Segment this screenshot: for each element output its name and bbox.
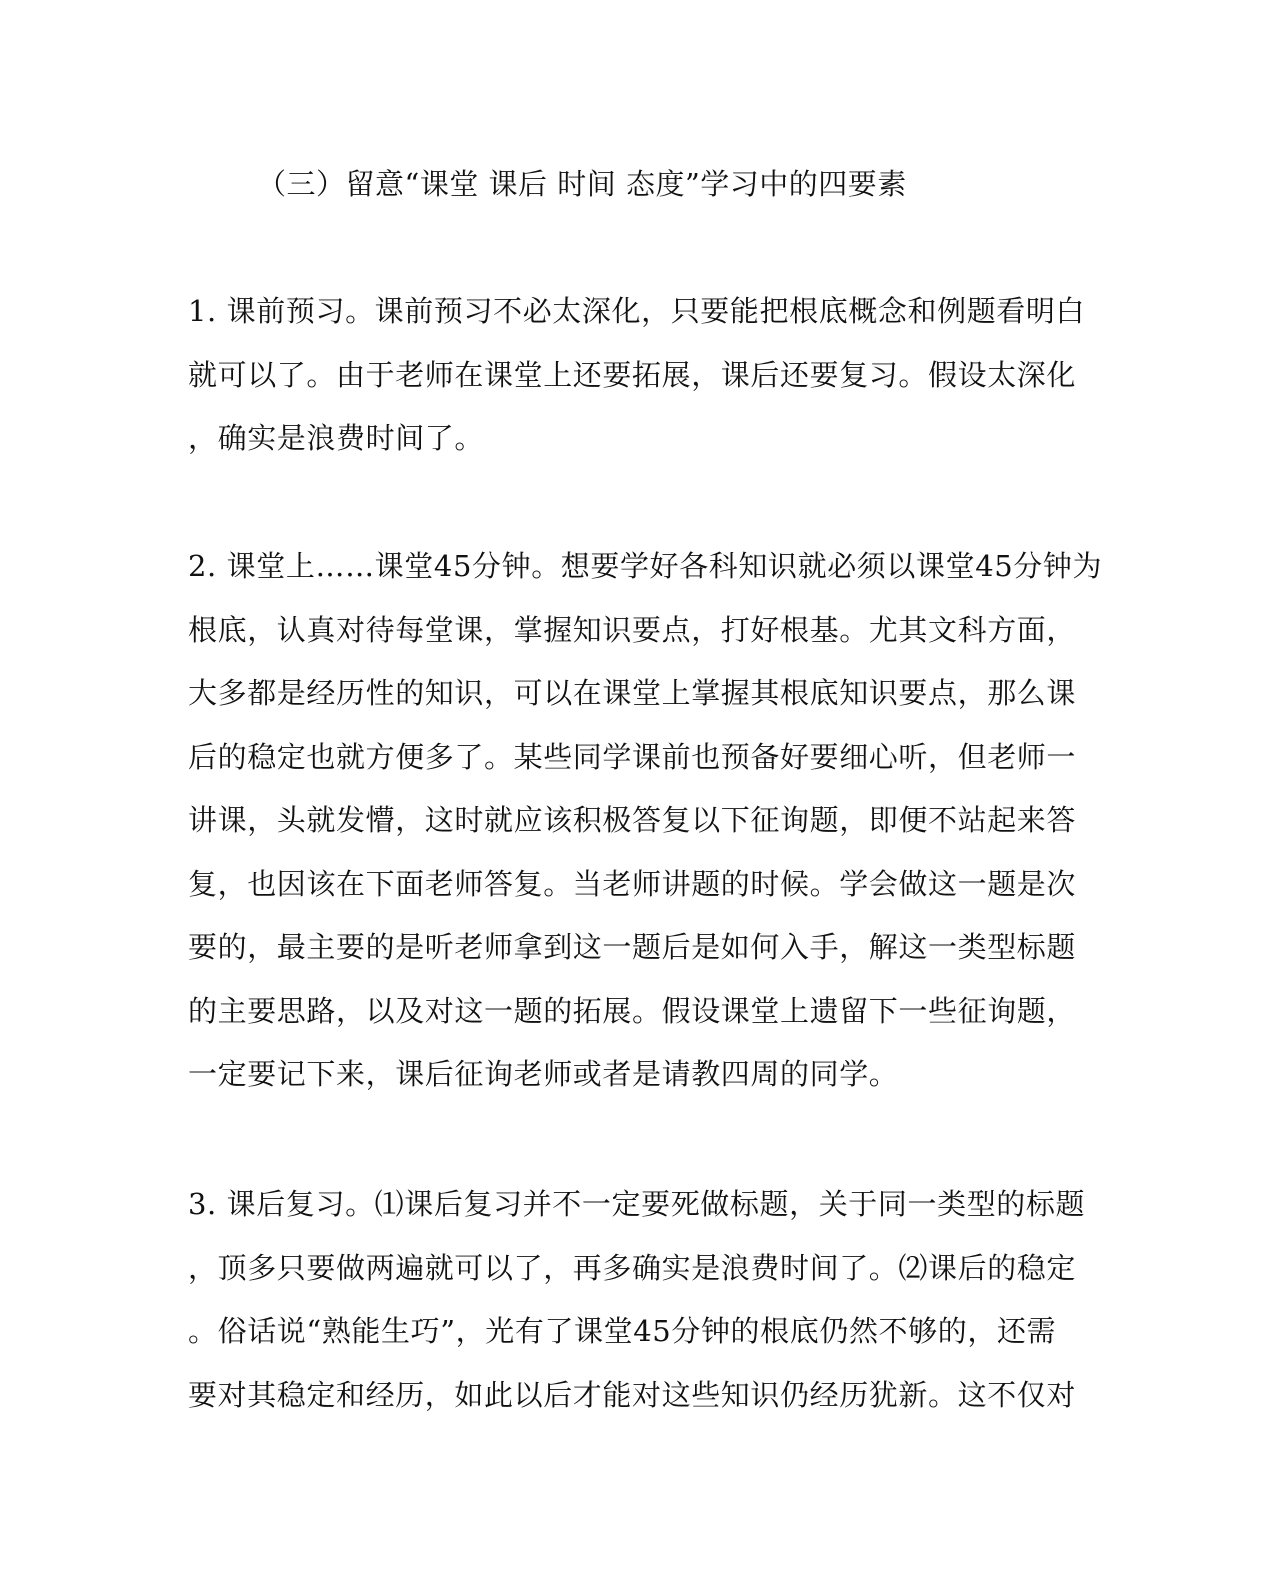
paragraph-line: 。俗话说“熟能生巧”，光有了课堂45分钟的根底仍然不够的，还需 — [188, 1314, 1057, 1348]
paragraph-line: 1. 课前预习。课前预习不必太深化，只要能把根底概念和例题看明白 — [188, 294, 1086, 328]
paragraph-line: 的主要思路，以及对这一题的拓展。假设课堂上遗留下一些征询题， — [188, 993, 1077, 1028]
paragraph-line: 讲课，头就发懵，这时就应该积极答复以下征询题，即便不站起来答 — [188, 803, 1077, 837]
paragraph-preview — [188, 280, 1086, 471]
paragraph-line: 要的，最主要的是听老师拿到这一题后是如何入手，解这一类型标题 — [188, 930, 1077, 964]
paragraph-line: 复，也因该在下面老师答复。当老师讲题的时候。学会做这一题是次 — [188, 866, 1077, 901]
paragraph-line: 3. 课后复习。⑴课后复习并不一定要死做标题，关于同一类型的标题 — [188, 1187, 1086, 1221]
paragraph-line: 一定要记下来，课后征询老师或者是请教四周的同学。 — [188, 1057, 899, 1091]
paragraph-line: 就可以了。由于老师在课堂上还要拓展，课后还要复习。假设太深化 — [188, 357, 1077, 392]
paragraph-line: 后的稳定也就方便多了。某些同学课前也预备好要细心听，但老师一 — [188, 739, 1077, 774]
paragraph-in-class — [188, 535, 1103, 1107]
paragraph-line: 要对其稳定和经历，如此以后才能对这些知识仍经历犹新。这不仅对 — [188, 1377, 1077, 1412]
paragraph-line: ，确实是浪费时间了。 — [188, 421, 485, 455]
paragraph-line: 大多都是经历性的知识，可以在课堂上掌握其根底知识要点，那么课 — [188, 676, 1077, 710]
paragraph-review — [188, 1173, 1086, 1427]
paragraph-line: ，顶多只要做两遍就可以了，再多确实是浪费时间了。⑵课后的稳定 — [188, 1250, 1077, 1285]
paragraph-line: 2. 课堂上……课堂45分钟。想要学好各科知识就必须以课堂45分钟为 — [188, 549, 1103, 583]
paragraph-line: 根底，认真对待每堂课，掌握知识要点，打好根基。尤其文科方面， — [188, 612, 1077, 647]
section-heading: （三）留意“课堂 课后 时间 态度”学习中的四要素 — [257, 167, 907, 201]
